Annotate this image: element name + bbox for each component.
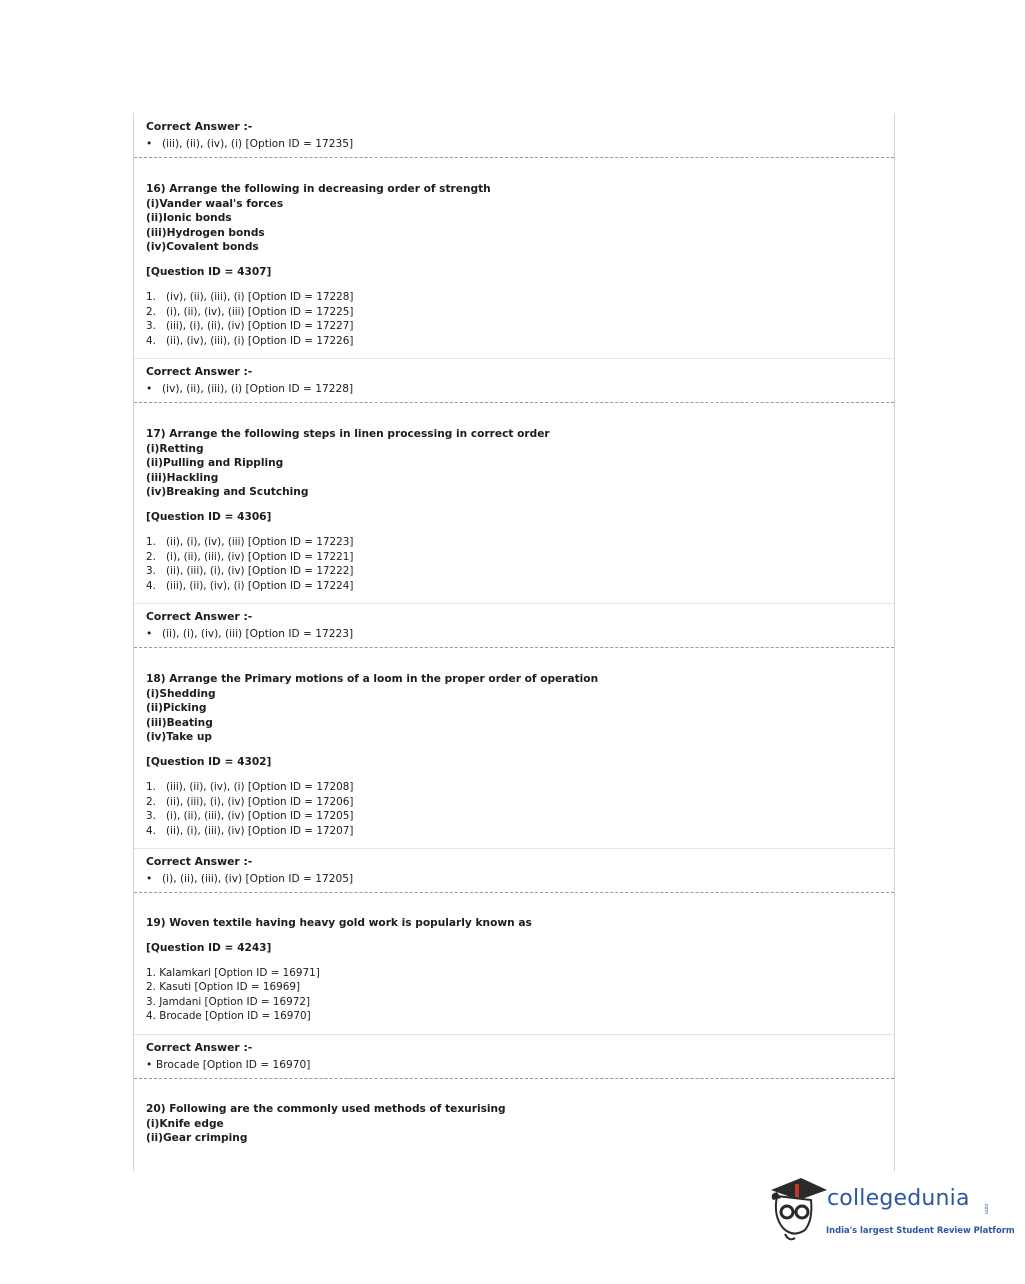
correct-answer-item: [146, 1058, 906, 1072]
question-item: (iii)Hydrogen bonds: [146, 226, 265, 239]
question-title: 20) Following are the commonly used methods of texurising: [146, 1103, 506, 1115]
correct-answer-text: (iv), (ii), (iii), (i) [Option ID = 17228]: [162, 383, 354, 395]
options-list: [146, 780, 906, 838]
option-item: 2. (i), (ii), (iii), (iv) [Option ID = 17221]: [146, 550, 354, 563]
question-id: [Question ID = 4306]: [146, 510, 272, 523]
answer-block-15: [134, 120, 906, 151]
question-id: [Question ID = 4307]: [146, 265, 272, 278]
question-item: (iv)Take up: [146, 731, 212, 744]
question-paper-frame: [133, 113, 895, 1171]
option-item: 2. (i), (ii), (iv), (iii) [Option ID = 17225]: [146, 305, 354, 318]
options-list: [146, 290, 906, 348]
answer-divider: [134, 603, 894, 604]
question-item: (ii)Ionic bonds: [146, 212, 232, 225]
correct-answer-text: (ii), (i), (iv), (iii) [Option ID = 17223]: [162, 628, 354, 640]
question-item: (iii)Beating: [146, 716, 213, 729]
option-item: 3. (iii), (i), (ii), (iv) [Option ID = 17227]: [146, 320, 354, 333]
option-item: 3. Jamdani [Option ID = 16972]: [146, 995, 311, 1008]
bullet-icon: •: [146, 1059, 153, 1071]
answer-block-17: [134, 610, 906, 641]
correct-answer-text: (iii), (ii), (iv), (i) [Option ID = 17235]: [162, 138, 354, 150]
logo-wordmark: collegedunia: [827, 1186, 970, 1211]
correct-answer-label: Correct Answer :-: [146, 610, 253, 623]
answer-divider: [134, 1034, 894, 1035]
logo-com-suffix: .com: [983, 1202, 989, 1215]
question-title: 18) Arrange the Primary motions of a loom in the proper order of operation: [146, 673, 599, 685]
options-list: [146, 535, 906, 593]
options-list: [146, 966, 906, 1024]
question-id: [Question ID = 4302]: [146, 755, 272, 768]
question-item: (i)Knife edge: [146, 1117, 224, 1130]
question-divider: [134, 892, 894, 893]
correct-answer-label: Correct Answer :-: [146, 1041, 253, 1054]
answer-block-16: [134, 365, 906, 396]
correct-answer-item: [146, 872, 906, 886]
question-item: (i)Vander waal's forces: [146, 197, 284, 210]
option-item: 4. (ii), (iv), (iii), (i) [Option ID = 17226]: [146, 334, 354, 347]
option-item: 4. (iii), (ii), (iv), (i) [Option ID = 17224]: [146, 579, 354, 592]
option-item: 4. Brocade [Option ID = 16970]: [146, 1010, 311, 1023]
question-17: [134, 427, 906, 593]
bullet-icon: •: [146, 873, 153, 885]
question-title: 19) Woven textile having heavy gold work is popularly known as: [146, 917, 532, 929]
correct-answer-label: Correct Answer :-: [146, 120, 253, 133]
bullet-icon: •: [146, 138, 153, 150]
question-item: (iii)Hackling: [146, 471, 219, 484]
question-title: 16) Arrange the following in decreasing order of strength: [146, 183, 491, 195]
correct-answer-label: Correct Answer :-: [146, 855, 253, 868]
question-divider: [134, 402, 894, 403]
question-title: 17) Arrange the following steps in linen processing in correct order: [146, 428, 550, 440]
option-item: 1. (ii), (i), (iv), (iii) [Option ID = 17223]: [146, 535, 354, 548]
question-item: (ii)Picking: [146, 702, 207, 715]
correct-answer-item: [146, 382, 906, 396]
bullet-icon: •: [146, 383, 153, 395]
answer-block-19: [134, 1041, 906, 1072]
question-id: [Question ID = 4243]: [146, 941, 272, 954]
correct-answer-text: Brocade [Option ID = 16970]: [156, 1059, 311, 1071]
option-item: 1. Kalamkari [Option ID = 16971]: [146, 966, 320, 979]
option-item: 3. (ii), (iii), (i), (iv) [Option ID = 17222]: [146, 565, 354, 578]
answer-divider: [134, 848, 894, 849]
question-16: [134, 182, 906, 348]
question-item: (iv)Breaking and Scutching: [146, 486, 309, 499]
answer-divider: [134, 358, 894, 359]
question-item: (ii)Pulling and Rippling: [146, 457, 284, 470]
question-item: (ii)Gear crimping: [146, 1132, 248, 1145]
question-20: [134, 1102, 906, 1146]
question-divider: [134, 157, 894, 158]
question-item: (iv)Covalent bonds: [146, 241, 259, 254]
question-divider: [134, 1078, 894, 1079]
collegedunia-logo: [763, 1176, 1015, 1248]
question-item: (i)Shedding: [146, 687, 216, 700]
option-item: 2. Kasuti [Option ID = 16969]: [146, 981, 300, 994]
option-item: 2. (ii), (iii), (i), (iv) [Option ID = 17206]: [146, 795, 354, 808]
correct-answer-item: [146, 137, 906, 151]
correct-answer-item: [146, 627, 906, 641]
answer-block-18: [134, 855, 906, 886]
correct-answer-label: Correct Answer :-: [146, 365, 253, 378]
question-18: [134, 672, 906, 838]
correct-answer-text: (i), (ii), (iii), (iv) [Option ID = 17205]: [162, 873, 354, 885]
question-divider: [134, 647, 894, 648]
option-item: 3. (i), (ii), (iii), (iv) [Option ID = 17205]: [146, 810, 354, 823]
question-item: (i)Retting: [146, 442, 204, 455]
question-19: [134, 916, 906, 1024]
option-item: 1. (iii), (ii), (iv), (i) [Option ID = 17208]: [146, 780, 354, 793]
option-item: 4. (ii), (i), (iii), (iv) [Option ID = 17207]: [146, 824, 354, 837]
mascot-icon: [765, 1176, 827, 1246]
logo-tagline: India's largest Student Review Platform: [826, 1225, 1015, 1235]
option-item: 1. (iv), (ii), (iii), (i) [Option ID = 17228]: [146, 290, 354, 303]
bullet-icon: •: [146, 628, 153, 640]
